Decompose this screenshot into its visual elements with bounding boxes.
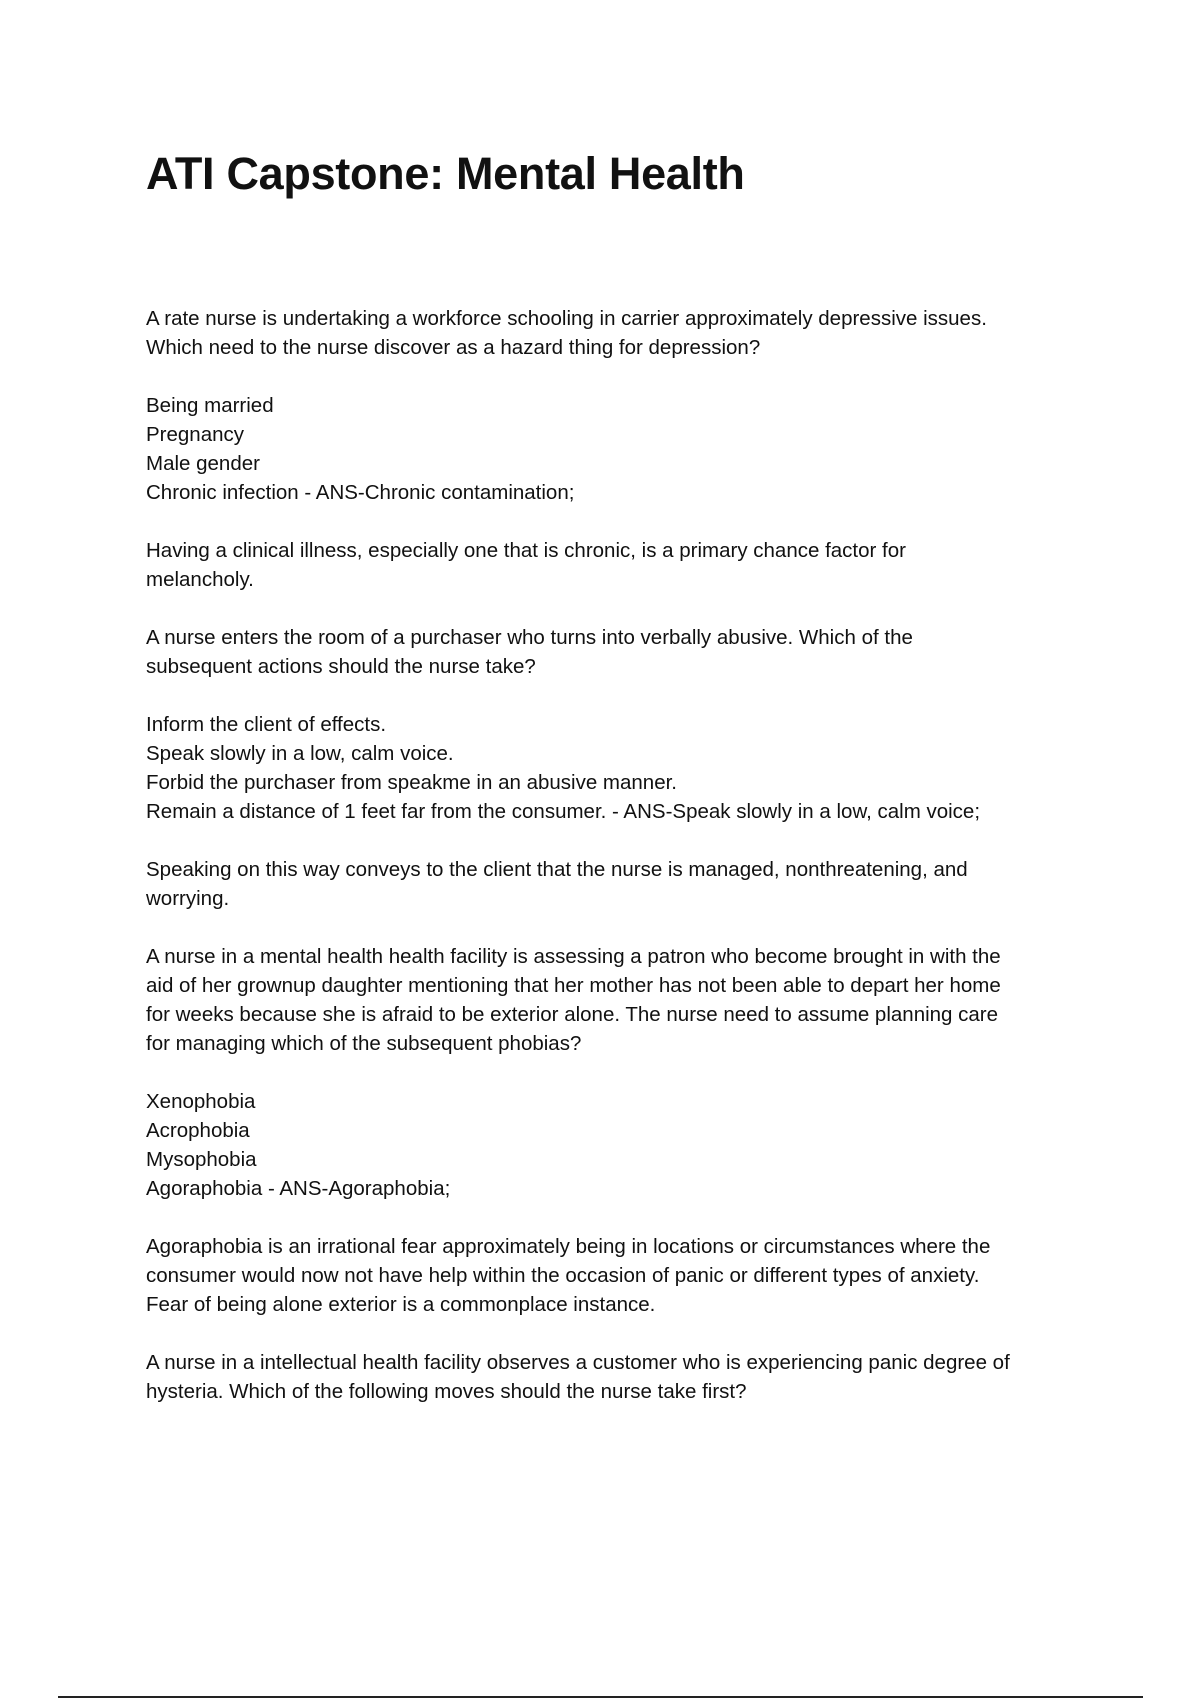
question-2-rationale: Speaking on this way conveys to the client that the nurse is managed, nonthreatening, and worrying. <box>146 858 968 910</box>
question-3-rationale: Agoraphobia is an irrational fear approximately being in locations or circumstances where the consumer would now not have help within the occasion of panic or different types of anxiety. Fear of being alone exterior is a commonplace instance. <box>146 1235 991 1316</box>
document-body <box>146 304 1086 1435</box>
question-1-options: Being married Pregnancy Male gender Chronic infection - ANS-Chronic contamination; <box>146 394 575 504</box>
question-3-options: Xenophobia Acrophobia Mysophobia Agoraphobia - ANS-Agoraphobia; <box>146 1090 451 1200</box>
question-2-options: Inform the client of effects. Speak slowly in a low, calm voice. Forbid the purchaser from speakme in an abusive manner. Remain a distance of 1 feet far from the consumer. - ANS-Speak slowly in a low, calm voice; <box>146 713 981 823</box>
question-3-stem: A nurse in a mental health health facility is assessing a patron who become brought in with the aid of her grownup daughter mentioning that her mother has not been able to depart her home for weeks because she is afraid to be exterior alone. The nurse need to assume planning care for managing which of the subsequent phobias? <box>146 945 1001 1055</box>
question-1-rationale: Having a clinical illness, especially one that is chronic, is a primary chance factor for melancholy. <box>146 539 906 591</box>
question-2-stem: A nurse enters the room of a purchaser who turns into verbally abusive. Which of the subsequent actions should the nurse take? <box>146 626 913 678</box>
page-title: ATI Capstone: Mental Health <box>146 148 745 199</box>
question-1-stem: A rate nurse is undertaking a workforce schooling in carrier approximately depressive issues. Which need to the nurse discover as a hazard thing for depression? <box>146 307 987 359</box>
question-4-stem: A nurse in a intellectual health facility observes a customer who is experiencing panic degree of hysteria. Which of the following moves should the nurse take first? <box>146 1351 1010 1403</box>
footer-divider <box>58 1696 1143 1698</box>
